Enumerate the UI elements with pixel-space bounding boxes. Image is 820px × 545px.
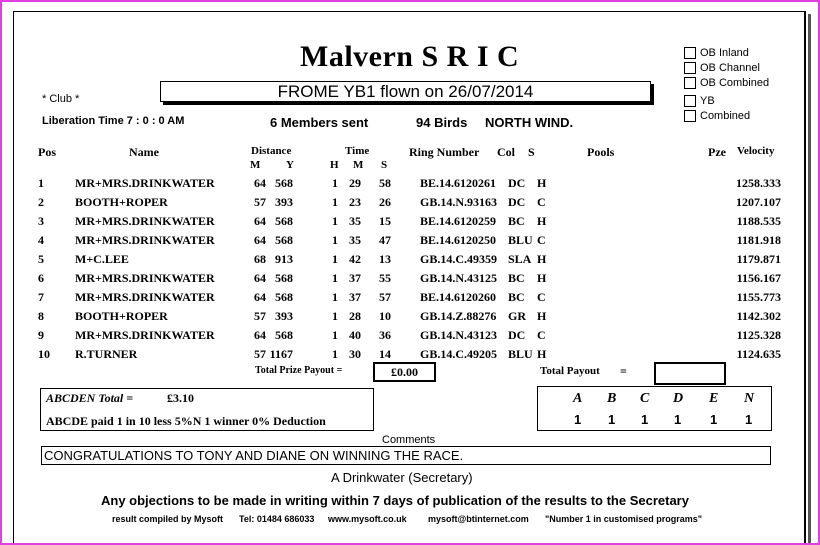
pool-count: 1 xyxy=(674,412,682,427)
row-distance-miles: 64 xyxy=(254,328,266,342)
row-name: MR+MRS.DRINKWATER xyxy=(75,328,215,342)
abcden-value: £3.10 xyxy=(167,391,194,405)
footer-slogan: "Number 1 in customised programs" xyxy=(545,514,703,524)
row-ring-number: BE.14.6120260 xyxy=(420,290,497,304)
row-velocity: 1142.302 xyxy=(736,309,781,323)
race-title: FROME YB1 flown on 26/07/2014 xyxy=(277,82,534,101)
comments-box xyxy=(41,446,771,465)
row-sex: C xyxy=(537,290,546,304)
col-colour: Col xyxy=(497,145,515,159)
liberation-time: Liberation Time 7 : 0 : 0 AM xyxy=(42,115,185,127)
row-time-seconds: 47 xyxy=(379,233,391,247)
col-distance-y: Y xyxy=(286,159,294,171)
row-sex: C xyxy=(537,195,546,209)
footer-email: mysoft@btinternet.com xyxy=(428,514,529,524)
checkbox[interactable] xyxy=(684,110,696,122)
row-time-seconds: 36 xyxy=(379,328,391,342)
checkbox[interactable] xyxy=(684,47,696,59)
row-distance-yards: 393 xyxy=(275,195,293,209)
row-velocity: 1181.918 xyxy=(736,233,781,247)
row-pos: 4 xyxy=(38,233,44,247)
row-distance-yards: 568 xyxy=(275,271,293,285)
row-time-hours: 1 xyxy=(332,271,338,285)
option-label: OB Channel xyxy=(700,62,760,74)
page-shadow xyxy=(808,14,811,543)
row-time-hours: 1 xyxy=(332,347,338,361)
row-time-seconds: 10 xyxy=(379,309,391,323)
row-pos: 2 xyxy=(38,195,44,209)
abcden-label: ABCDEN Total = xyxy=(46,391,134,405)
row-pos: 7 xyxy=(38,290,44,304)
row-ring-number: GB.14.N.43125 xyxy=(420,271,498,285)
abcden-box xyxy=(40,388,374,431)
row-distance-miles: 64 xyxy=(254,176,266,190)
row-time-minutes: 37 xyxy=(349,290,361,304)
row-sex: C xyxy=(537,233,546,247)
option-label: OB Inland xyxy=(700,47,749,59)
row-time-seconds: 57 xyxy=(379,290,391,304)
row-velocity: 1188.535 xyxy=(736,214,781,228)
row-ring-number: GB.14.C.49205 xyxy=(420,347,498,361)
row-colour: DC xyxy=(508,328,526,342)
row-ring-number: GB.14.N.43123 xyxy=(420,328,498,342)
row-sex: H xyxy=(537,309,547,323)
row-time-hours: 1 xyxy=(332,252,338,266)
row-time-minutes: 37 xyxy=(349,271,361,285)
row-time-seconds: 55 xyxy=(379,271,391,285)
objection-notice: Any objections to be made in writing within 7 days of publication of the results to the Secretary xyxy=(101,493,689,508)
row-distance-yards: 393 xyxy=(275,309,293,323)
col-name: Name xyxy=(129,145,159,159)
row-name: MR+MRS.DRINKWATER xyxy=(75,214,215,228)
row-velocity: 1179.871 xyxy=(736,252,781,266)
row-name: BOOTH+ROPER xyxy=(75,195,168,209)
row-time-minutes: 23 xyxy=(349,195,361,209)
wind: NORTH WIND. xyxy=(485,115,574,130)
footer-web: www.mysoft.co.uk xyxy=(328,514,407,524)
row-name: M+C.LEE xyxy=(75,252,129,266)
row-colour: DC xyxy=(508,176,526,190)
total-payout-box xyxy=(654,362,726,385)
checkbox[interactable] xyxy=(684,77,696,89)
row-time-minutes: 28 xyxy=(349,309,361,323)
row-distance-yards: 568 xyxy=(275,328,293,342)
pool-letter: D xyxy=(673,391,684,406)
row-colour: BC xyxy=(508,271,525,285)
row-time-hours: 1 xyxy=(332,176,338,190)
row-ring-number: BE.14.6120259 xyxy=(420,214,497,228)
pool-letter: A xyxy=(573,391,583,406)
row-distance-yards: 568 xyxy=(275,233,293,247)
row-colour: DC xyxy=(508,195,526,209)
row-distance-miles: 64 xyxy=(254,233,266,247)
row-ring-number: BE.14.6120250 xyxy=(420,233,497,247)
row-time-seconds: 15 xyxy=(379,214,391,228)
row-ring-number: GB.14.C.49359 xyxy=(420,252,498,266)
club-title: Malvern S R I C xyxy=(300,40,520,73)
pool-count: 1 xyxy=(745,412,753,427)
col-ring: Ring Number xyxy=(409,145,480,159)
pool-count: 1 xyxy=(641,412,649,427)
row-sex: H xyxy=(537,347,547,361)
pool-letter: E xyxy=(709,391,719,406)
row-colour: BC xyxy=(508,290,525,304)
row-distance-yards: 1167 xyxy=(269,347,293,361)
footer-tel: Tel: 01484 686033 xyxy=(239,514,315,524)
row-time-hours: 1 xyxy=(332,309,338,323)
row-time-minutes: 35 xyxy=(349,214,361,228)
row-time-hours: 1 xyxy=(332,328,338,342)
row-time-seconds: 14 xyxy=(379,347,391,361)
row-distance-miles: 64 xyxy=(254,214,266,228)
club-label: * Club * xyxy=(42,93,80,105)
row-pos: 8 xyxy=(38,309,44,323)
comments-label: Comments xyxy=(382,434,436,446)
row-time-minutes: 35 xyxy=(349,233,361,247)
total-payout-label: Total Payout xyxy=(540,365,600,377)
row-velocity: 1124.635 xyxy=(736,347,781,361)
row-name: MR+MRS.DRINKWATER xyxy=(75,271,215,285)
race-title-box xyxy=(160,81,651,102)
col-time-m: M xyxy=(353,159,364,171)
row-distance-miles: 64 xyxy=(254,290,266,304)
row-time-seconds: 13 xyxy=(379,252,391,266)
row-sex: H xyxy=(537,252,547,266)
row-colour: SLA xyxy=(508,252,532,266)
row-sex: C xyxy=(537,328,546,342)
col-time-h: H xyxy=(330,159,339,171)
pool-count: 1 xyxy=(574,412,582,427)
row-distance-yards: 568 xyxy=(275,214,293,228)
row-velocity: 1207.107 xyxy=(736,195,781,209)
col-pos: Pos xyxy=(38,145,56,159)
pool-letter: C xyxy=(640,391,650,406)
row-name: MR+MRS.DRINKWATER xyxy=(75,233,215,247)
row-sex: H xyxy=(537,271,547,285)
row-velocity: 1156.167 xyxy=(736,271,781,285)
option-label: Combined xyxy=(700,110,751,122)
pool-count: 1 xyxy=(710,412,718,427)
row-pos: 6 xyxy=(38,271,44,285)
checkbox[interactable] xyxy=(684,62,696,74)
total-payout-equals: = xyxy=(620,364,627,378)
row-time-hours: 1 xyxy=(332,290,338,304)
row-colour: BC xyxy=(508,214,525,228)
row-pos: 3 xyxy=(38,214,44,228)
row-distance-miles: 57 xyxy=(254,195,266,209)
row-distance-miles: 68 xyxy=(254,252,266,266)
row-colour: BLU xyxy=(508,347,533,361)
row-sex: H xyxy=(537,214,547,228)
birds-count: 94 Birds xyxy=(416,115,468,130)
col-pools: Pools xyxy=(587,145,615,159)
row-colour: GR xyxy=(508,309,526,323)
row-distance-yards: 568 xyxy=(275,290,293,304)
row-ring-number: BE.14.6120261 xyxy=(420,176,497,190)
row-time-hours: 1 xyxy=(332,195,338,209)
members-sent: 6 Members sent xyxy=(270,115,369,130)
comments-text: CONGRATULATIONS TO TONY AND DIANE ON WINNING THE RACE. xyxy=(44,448,464,463)
row-distance-yards: 913 xyxy=(275,252,293,266)
row-velocity: 1125.328 xyxy=(736,328,781,342)
total-prize-label: Total Prize Payout = xyxy=(255,365,343,376)
total-prize-box xyxy=(373,362,436,382)
row-time-minutes: 29 xyxy=(349,176,361,190)
row-ring-number: GB.14.Z.88276 xyxy=(420,309,497,323)
abcden-note: ABCDE paid 1 in 10 less 5%N 1 winner 0% Deduction xyxy=(46,414,326,428)
total-prize-value: £0.00 xyxy=(391,365,418,379)
row-name: BOOTH+ROPER xyxy=(75,309,168,323)
row-time-hours: 1 xyxy=(332,214,338,228)
row-velocity: 1258.333 xyxy=(736,176,781,190)
col-distance: Distance xyxy=(251,145,292,157)
row-pos: 9 xyxy=(38,328,44,342)
row-time-minutes: 40 xyxy=(349,328,361,342)
row-sex: H xyxy=(537,176,547,190)
row-time-seconds: 58 xyxy=(379,176,391,190)
checkbox[interactable] xyxy=(684,95,696,107)
row-ring-number: GB.14.N.93163 xyxy=(420,195,498,209)
option-label: YB xyxy=(700,95,715,107)
col-prize: Pze xyxy=(708,145,726,159)
row-velocity: 1155.773 xyxy=(736,290,781,304)
row-distance-yards: 568 xyxy=(275,176,293,190)
row-time-minutes: 42 xyxy=(349,252,361,266)
pool-count: 1 xyxy=(608,412,616,427)
pool-letter: N xyxy=(744,391,755,406)
col-distance-m: M xyxy=(250,159,261,171)
row-pos: 5 xyxy=(38,252,44,266)
row-name: MR+MRS.DRINKWATER xyxy=(75,290,215,304)
row-time-seconds: 26 xyxy=(379,195,391,209)
col-time: Time xyxy=(345,145,370,157)
row-distance-miles: 64 xyxy=(254,271,266,285)
row-colour: BLU xyxy=(508,233,533,247)
row-distance-miles: 57 xyxy=(254,347,266,361)
row-time-minutes: 30 xyxy=(349,347,361,361)
option-label: OB Combined xyxy=(700,77,770,89)
row-name: R.TURNER xyxy=(75,347,138,361)
row-name: MR+MRS.DRINKWATER xyxy=(75,176,215,190)
row-pos: 1 xyxy=(38,176,44,190)
secretary: A Drinkwater (Secretary) xyxy=(331,470,473,485)
col-velocity: Velocity xyxy=(737,145,775,157)
col-sex: S xyxy=(528,145,535,159)
row-pos: 10 xyxy=(38,347,50,361)
col-time-s: S xyxy=(381,159,388,171)
pool-letter: B xyxy=(607,391,617,406)
row-distance-miles: 57 xyxy=(254,309,266,323)
footer-compiled: result compiled by Mysoft xyxy=(112,514,224,524)
row-time-hours: 1 xyxy=(332,233,338,247)
